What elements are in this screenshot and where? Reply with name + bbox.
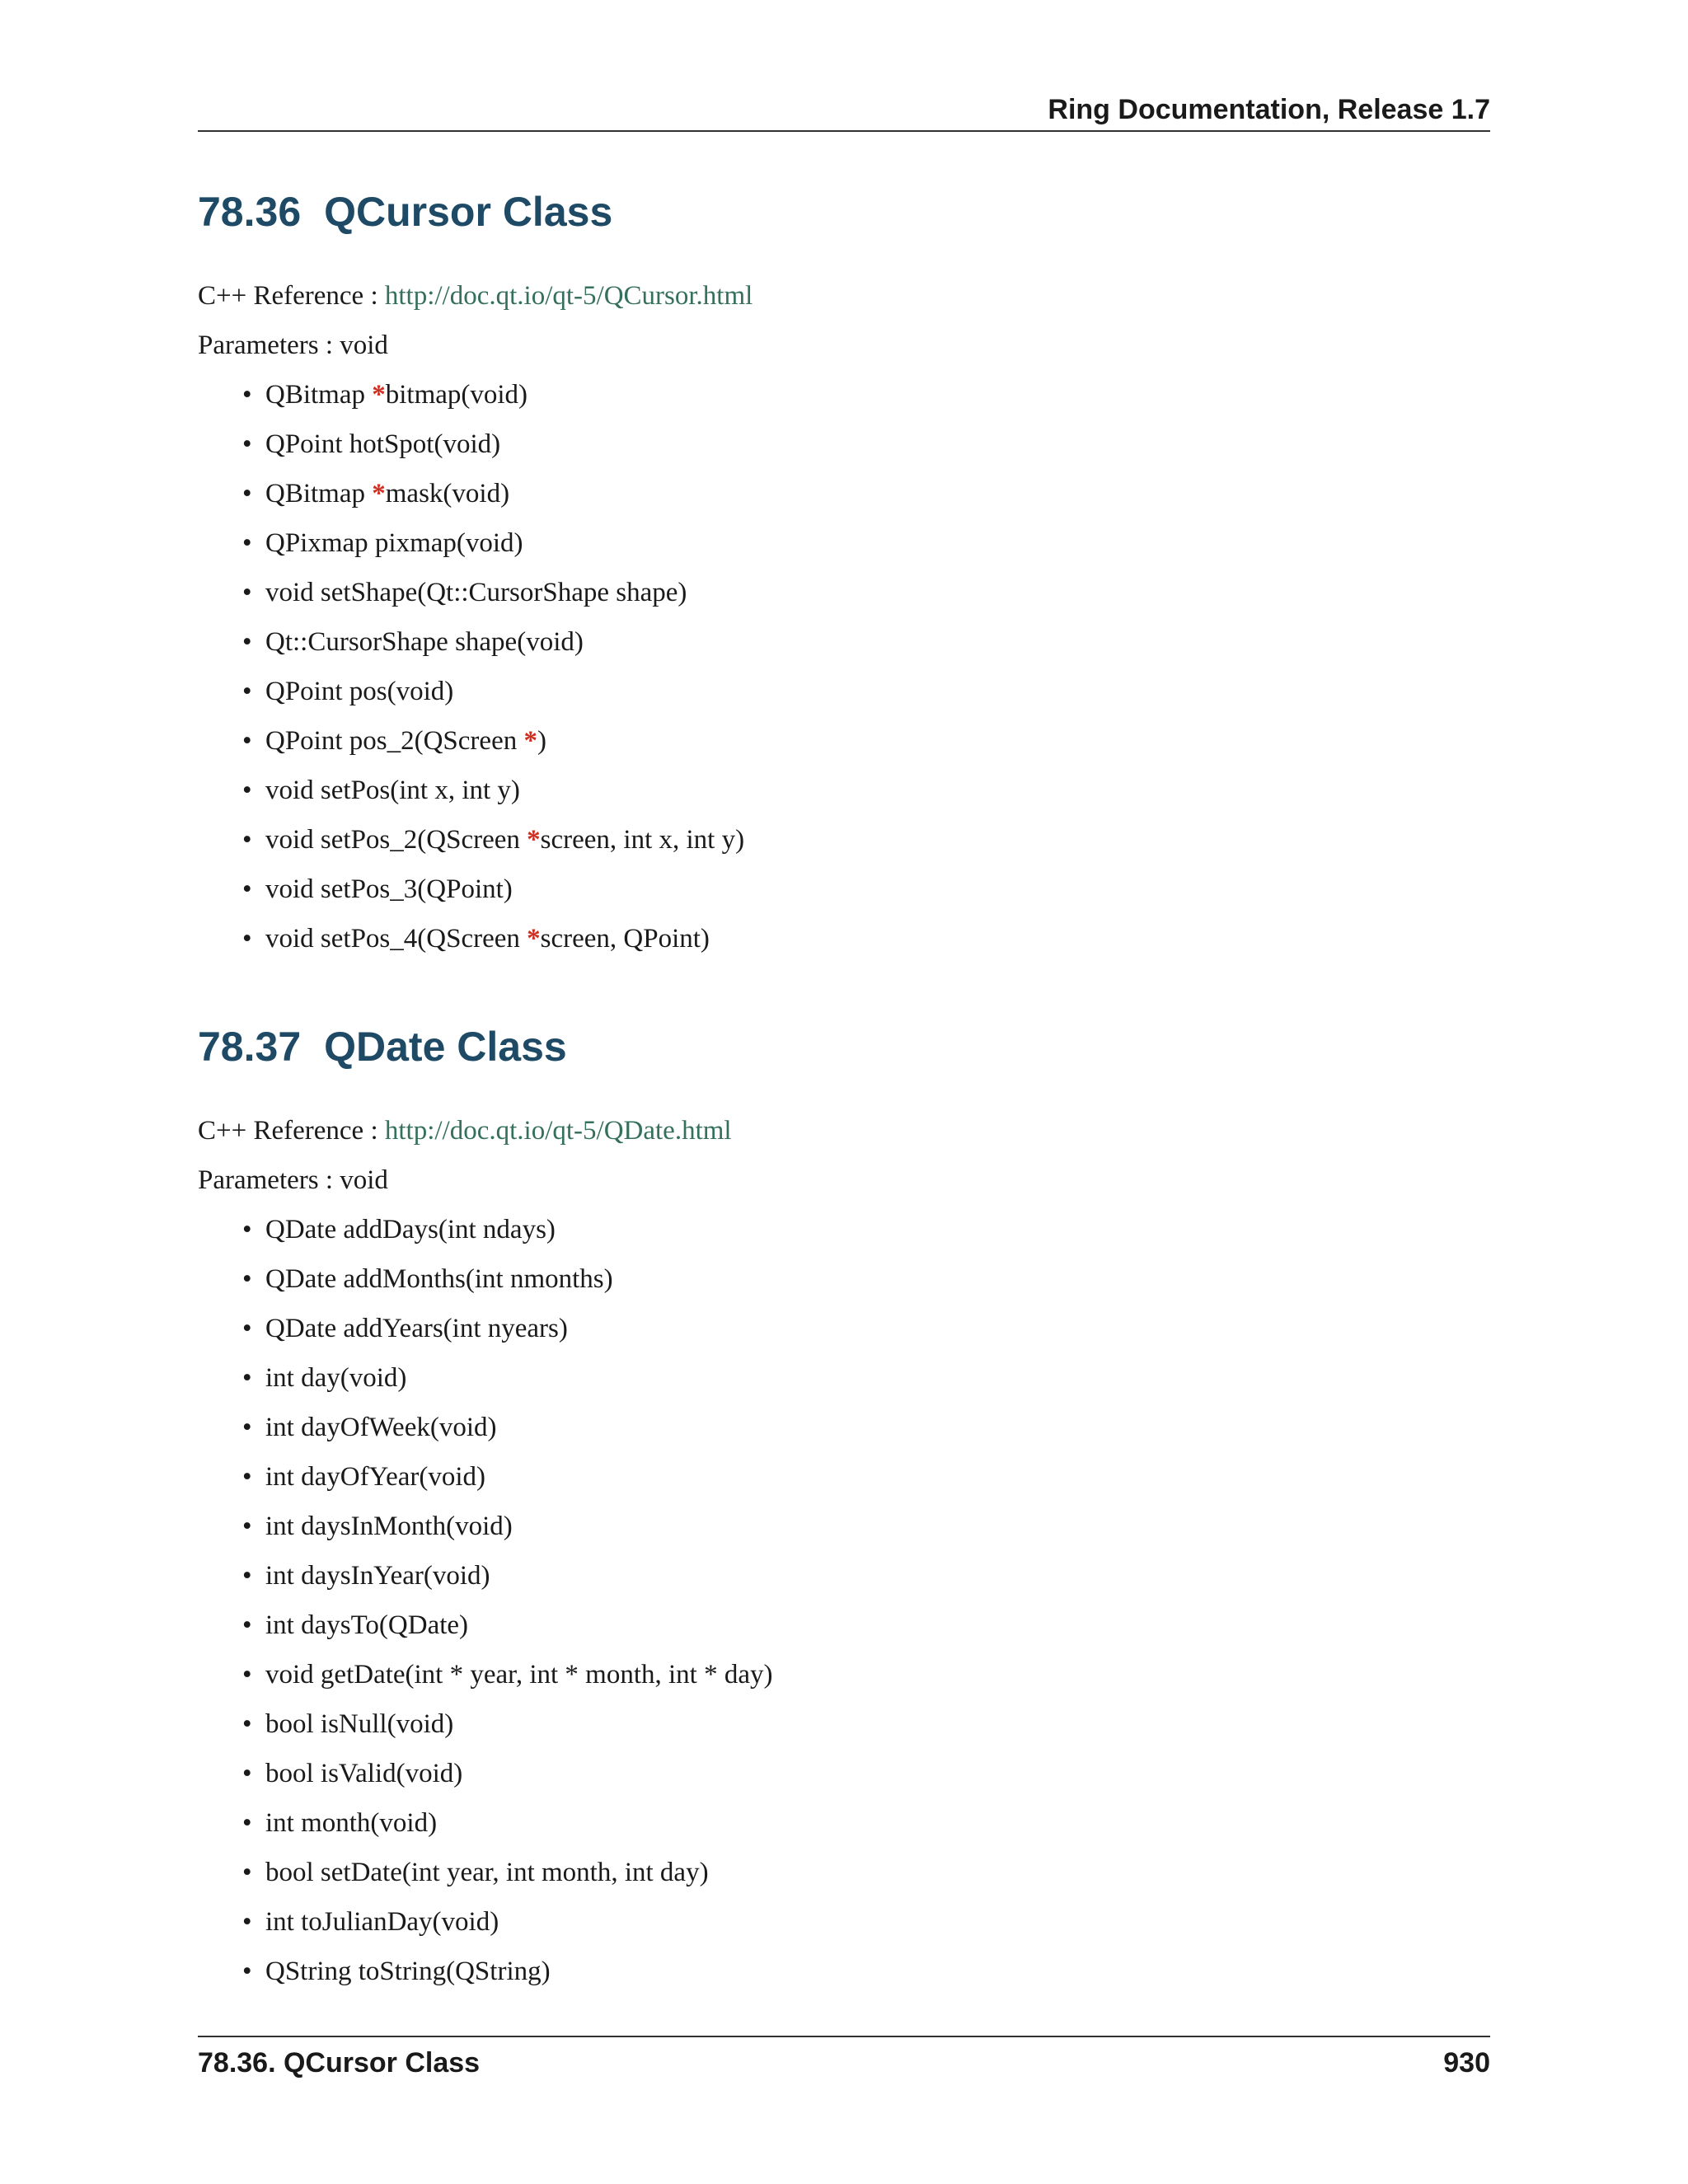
method-item <box>242 1601 1490 1650</box>
method-item <box>242 667 1490 716</box>
bullet-icon: • <box>242 924 252 954</box>
method-item <box>242 1254 1490 1304</box>
method-signature: void setPos_3(QPoint) <box>265 874 513 904</box>
bullet-icon: • <box>242 1413 252 1442</box>
reference-label: C++ Reference : <box>198 281 385 311</box>
bullet-icon: • <box>242 1709 252 1739</box>
bullet-icon: • <box>242 429 252 459</box>
method-item <box>242 1452 1490 1502</box>
bullet-icon: • <box>242 1314 252 1343</box>
method-item <box>242 568 1490 617</box>
method-item <box>242 469 1490 518</box>
method-signature: QDate addDays(int ndays) <box>265 1215 556 1244</box>
section-qcursor <box>198 190 1490 963</box>
method-signature: QPoint pos_2(QScreen <box>265 726 524 756</box>
bullet-icon: • <box>242 627 252 657</box>
method-signature: void setShape(Qt::CursorShape shape) <box>265 578 687 607</box>
method-item <box>242 1947 1490 1996</box>
bullet-icon: • <box>242 1808 252 1838</box>
section-title: QDate Class <box>324 1024 567 1070</box>
section-heading <box>198 190 1490 235</box>
bullet-icon: • <box>242 528 252 558</box>
bullet-icon: • <box>242 776 252 805</box>
bullet-icon: • <box>242 1907 252 1937</box>
method-item <box>242 914 1490 963</box>
method-signature: int daysTo(QDate) <box>265 1610 469 1640</box>
method-signature: void setPos_4(QScreen <box>265 924 528 954</box>
method-signature: int dayOfYear(void) <box>265 1462 486 1492</box>
method-signature: int month(void) <box>265 1808 438 1838</box>
running-footer <box>198 2036 1490 2079</box>
method-item <box>242 1650 1490 1699</box>
pointer-star: * <box>527 924 541 954</box>
method-signature-rest: screen, int x, int y) <box>540 825 745 855</box>
method-item <box>242 1848 1490 1897</box>
method-signature: QDate addYears(int nyears) <box>265 1314 568 1343</box>
method-item <box>242 617 1490 667</box>
method-list <box>198 370 1490 963</box>
reference-link[interactable]: http://doc.qt.io/qt-5/QDate.html <box>384 1116 732 1146</box>
reference-line <box>198 1106 1490 1155</box>
method-item <box>242 518 1490 568</box>
method-item <box>242 865 1490 914</box>
method-signature: QString toString(QString) <box>265 1957 551 1986</box>
method-signature: QDate addMonths(int nmonths) <box>265 1264 613 1294</box>
method-signature: int daysInMonth(void) <box>265 1511 513 1541</box>
method-item <box>242 1304 1490 1353</box>
footer-section: 78.36. QCursor Class <box>198 2047 481 2079</box>
method-signature: void setPos_2(QScreen <box>265 825 528 855</box>
reference-line <box>198 271 1490 321</box>
method-signature: Qt::CursorShape shape(void) <box>265 627 584 657</box>
bullet-icon: • <box>242 825 252 855</box>
method-signature-rest: mask(void) <box>385 479 510 509</box>
reference-label: C++ Reference : <box>198 1116 385 1146</box>
method-item <box>242 1502 1490 1551</box>
running-header <box>198 89 1490 132</box>
method-signature-rest: screen, QPoint) <box>540 924 710 954</box>
method-signature-rest: bitmap(void) <box>385 380 528 410</box>
method-signature: void getDate(int * year, int * month, int * day) <box>265 1660 773 1690</box>
bullet-icon: • <box>242 1511 252 1541</box>
bullet-icon: • <box>242 726 252 756</box>
bullet-icon: • <box>242 677 252 706</box>
method-signature: int toJulianDay(void) <box>265 1907 499 1937</box>
bullet-icon: • <box>242 1660 252 1690</box>
parameters-line: Parameters : void <box>198 330 388 360</box>
method-signature: bool isNull(void) <box>265 1709 454 1739</box>
method-signature: QBitmap <box>265 380 373 410</box>
method-signature: int dayOfWeek(void) <box>265 1413 497 1442</box>
page-number: 930 <box>1443 2047 1490 2079</box>
bullet-icon: • <box>242 874 252 904</box>
method-item <box>242 1403 1490 1452</box>
method-item <box>242 1798 1490 1848</box>
bullet-icon: • <box>242 1215 252 1244</box>
method-item <box>242 419 1490 469</box>
method-signature: int day(void) <box>265 1363 407 1393</box>
method-signature-rest: ) <box>537 726 546 756</box>
bullet-icon: • <box>242 1264 252 1294</box>
method-list <box>198 1205 1490 1996</box>
bullet-icon: • <box>242 1363 252 1393</box>
method-item <box>242 766 1490 815</box>
section-qdate <box>198 1024 1490 1996</box>
method-item <box>242 815 1490 865</box>
reference-link[interactable]: http://doc.qt.io/qt-5/QCursor.html <box>384 281 753 311</box>
parameters-line: Parameters : void <box>198 1165 388 1195</box>
method-signature: QPoint hotSpot(void) <box>265 429 501 459</box>
method-signature: void setPos(int x, int y) <box>265 776 520 805</box>
bullet-icon: • <box>242 1957 252 1986</box>
pointer-star: * <box>372 380 386 410</box>
method-signature: bool isValid(void) <box>265 1759 463 1788</box>
method-signature: bool setDate(int year, int month, int day) <box>265 1858 709 1887</box>
header-title: Ring Documentation, Release 1.7 <box>1048 94 1490 125</box>
bullet-icon: • <box>242 1759 252 1788</box>
method-item <box>242 1897 1490 1947</box>
pointer-star: * <box>527 825 541 855</box>
method-signature: QPoint pos(void) <box>265 677 454 706</box>
page-content <box>198 190 1490 1996</box>
bullet-icon: • <box>242 1561 252 1591</box>
bullet-icon: • <box>242 479 252 509</box>
method-signature: QBitmap <box>265 479 373 509</box>
method-item <box>242 1353 1490 1403</box>
method-item <box>242 370 1490 419</box>
section-number: 78.37 <box>198 1024 302 1070</box>
section-number: 78.36 <box>198 189 302 235</box>
pointer-star: * <box>523 726 537 756</box>
method-item <box>242 1749 1490 1798</box>
method-signature: int daysInYear(void) <box>265 1561 490 1591</box>
method-signature: QPixmap pixmap(void) <box>265 528 523 558</box>
method-item <box>242 716 1490 766</box>
pointer-star: * <box>372 479 386 509</box>
section-title: QCursor Class <box>324 189 613 235</box>
method-item <box>242 1551 1490 1601</box>
method-item <box>242 1205 1490 1254</box>
bullet-icon: • <box>242 1610 252 1640</box>
bullet-icon: • <box>242 380 252 410</box>
method-item <box>242 1699 1490 1749</box>
section-heading <box>198 1024 1490 1070</box>
bullet-icon: • <box>242 1858 252 1887</box>
bullet-icon: • <box>242 578 252 607</box>
bullet-icon: • <box>242 1462 252 1492</box>
